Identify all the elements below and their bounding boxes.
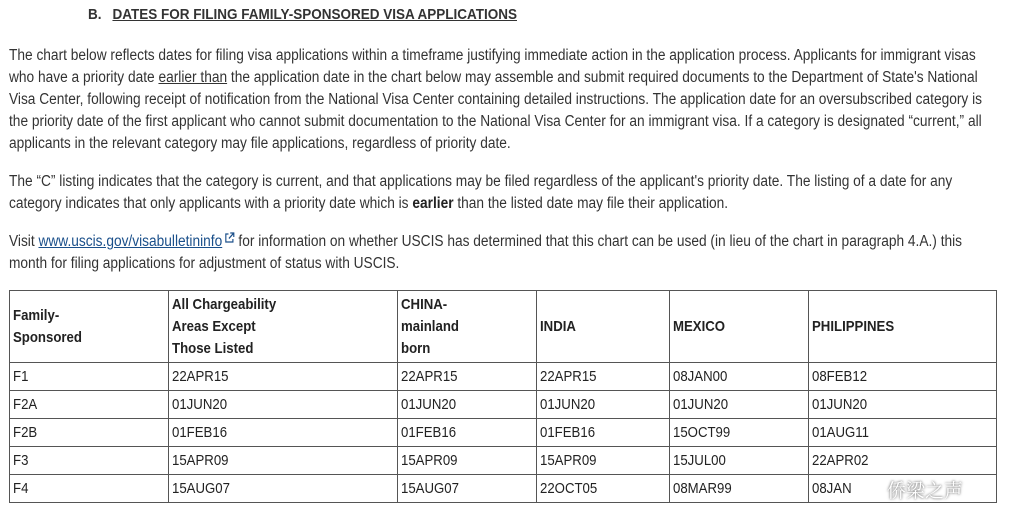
watermark-text: 侨梁之声 [887, 479, 964, 502]
para1-underlined-text: earlier than [158, 69, 228, 86]
para2-bold-text: earlier [412, 195, 454, 212]
cell-china: 01FEB16 [398, 419, 537, 447]
cell-all-chargeability: 01FEB16 [169, 419, 398, 447]
table-row [10, 419, 997, 447]
cell-china: 01JUN20 [398, 391, 537, 419]
para2-text-start: The “C” listing indicates that the category is current, and that applications may be filed regardless of the applicant's priority date. The listing of a date for any category indicates that only applicants with a priority date which is [9, 173, 953, 212]
cell-mexico: 15OCT99 [670, 419, 809, 447]
cell-all-chargeability: 22APR15 [169, 363, 398, 391]
row-category: F2A [10, 391, 169, 419]
cell-china: 15APR09 [398, 447, 537, 475]
cell-india: 01JUN20 [537, 391, 670, 419]
table-row [10, 363, 997, 391]
external-link-icon[interactable] [224, 232, 235, 244]
header-family-sponsored: Family-Sponsored [10, 291, 169, 363]
cell-mexico: 01JUN20 [670, 391, 809, 419]
row-category: F1 [10, 363, 169, 391]
cell-philippines: 08JAN [809, 475, 997, 503]
para3-text-start: Visit [9, 233, 39, 250]
section-title: DATES FOR FILING FAMILY-SPONSORED VISA APPLICATIONS [112, 6, 517, 23]
cell-india: 15APR09 [537, 447, 670, 475]
header-all-chargeability: All Chargeability Areas Except Those Listed [169, 291, 398, 363]
table-header-row [10, 291, 997, 363]
uscis-visa-bulletin-link[interactable]: www.uscis.gov/visabulletininfo [38, 233, 223, 250]
wechat-icon [855, 478, 881, 500]
cell-china: 22APR15 [398, 363, 537, 391]
para1-text-end: the application date in the chart below may assemble and submit required documents to the Department of State's National Visa Center, following receipt of notification from the National Visa Center containing detailed instructions. The application date for an oversubscribed category is the priority date of the first applicant who cannot submit documentation to the National Visa Center for an immigrant visa. If a category is designated “current,” all applicants in the relevant category may file applications, regardless of priority date. [9, 69, 982, 152]
header-india: INDIA [537, 291, 670, 363]
row-category: F3 [10, 447, 169, 475]
header-china: CHINA-mainland born [398, 291, 537, 363]
header-mexico: MEXICO [670, 291, 809, 363]
cell-philippines: 08FEB12 [809, 363, 997, 391]
cell-china: 15AUG07 [398, 475, 537, 503]
cell-philippines: 22APR02 [809, 447, 997, 475]
table-row [10, 391, 997, 419]
section-letter: B. [88, 6, 102, 23]
wechat-watermark [855, 474, 1005, 504]
table-row [10, 447, 997, 475]
cell-philippines: 01AUG11 [809, 419, 997, 447]
cell-all-chargeability: 15AUG07 [169, 475, 398, 503]
cell-all-chargeability: 01JUN20 [169, 391, 398, 419]
cell-india: 22OCT05 [537, 475, 670, 503]
cell-philippines: 01JUN20 [809, 391, 997, 419]
paragraph-filing-dates-intro [9, 45, 991, 155]
row-category: F4 [10, 475, 169, 503]
cell-mexico: 08MAR99 [670, 475, 809, 503]
family-sponsored-dates-table [9, 290, 997, 503]
cell-mexico: 08JAN00 [670, 363, 809, 391]
para3-text-end: for information on whether USCIS has determined that this chart can be used (in lieu of the chart in paragraph 4.A.) this month for filing applications for adjustment of status with USCIS. [9, 233, 963, 272]
para1-text-start: The chart below reflects dates for filing visa applications within a timeframe justifying immediate action in the application process. Applicants for immigrant visas who have a priority date [9, 47, 976, 86]
row-category: F2B [10, 419, 169, 447]
header-philippines: PHILIPPINES [809, 291, 997, 363]
table-row [10, 475, 997, 503]
paragraph-current-listing [9, 171, 991, 215]
para2-text-end: than the listed date may file their application. [453, 195, 729, 212]
cell-india: 22APR15 [537, 363, 670, 391]
paragraph-uscis-link [9, 231, 991, 275]
cell-india: 01FEB16 [537, 419, 670, 447]
cell-all-chargeability: 15APR09 [169, 447, 398, 475]
section-heading [88, 6, 517, 23]
cell-mexico: 15JUL00 [670, 447, 809, 475]
